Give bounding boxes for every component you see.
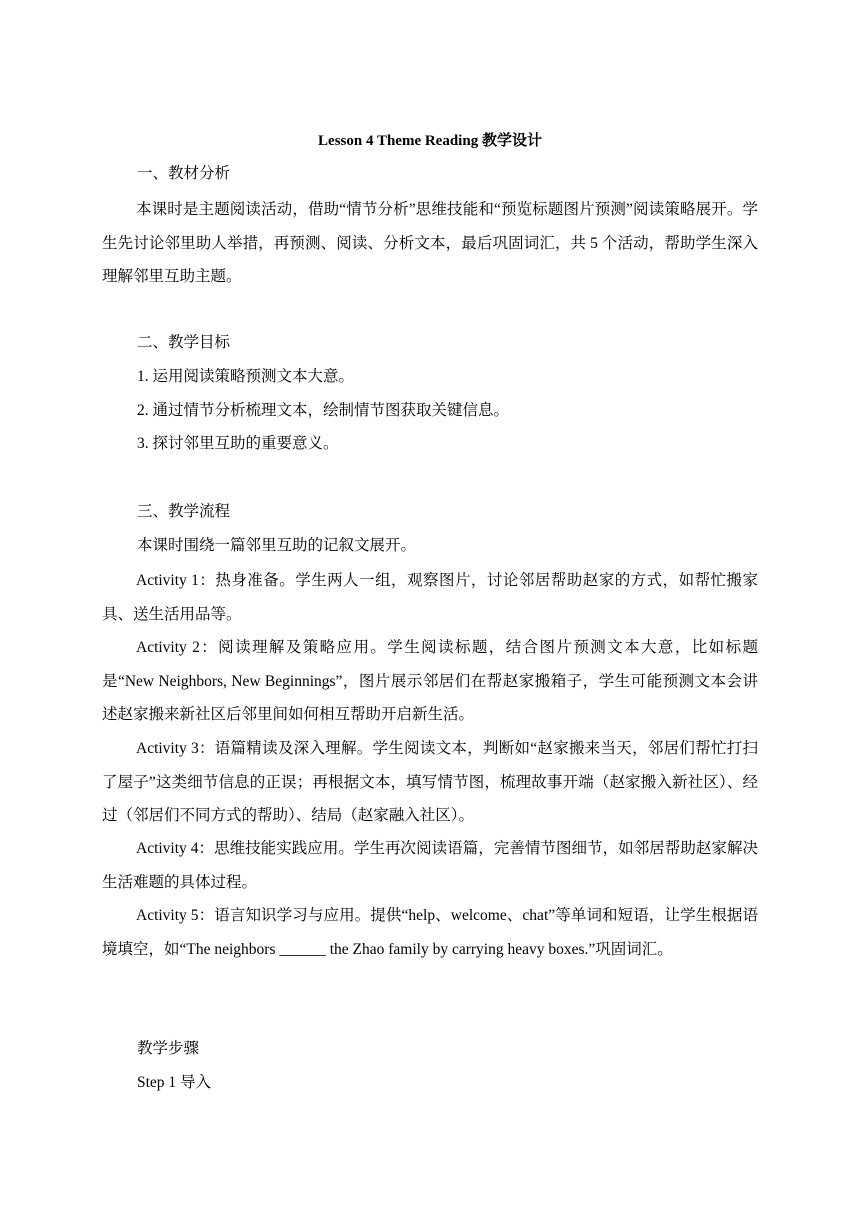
activity-3-paragraph: Activity 3：语篇精读及深入理解。学生阅读文本，判断如“赵家搬来当天，邻居们帮忙打扫了屋子”这类细节信息的正误；再根据文本，填写情节图，梳理故事开端（赵家搬入新社区）、经过（邻居们不同方式的帮助）、结局（赵家融入社区）。 <box>102 740 758 824</box>
goal-item-1: 1. 运用阅读策略预测文本大意。 <box>137 368 355 385</box>
goal-item-2: 2. 通过情节分析梳理文本，绘制情节图获取关键信息。 <box>137 402 510 419</box>
step-1-label: Step 1 导入 <box>137 1074 212 1091</box>
document-title: Lesson 4 Theme Reading 教学设计 <box>318 133 542 149</box>
goal-item-3: 3. 探讨邻里互助的重要意义。 <box>137 435 339 452</box>
section-heading-material-analysis: 一、教材分析 <box>137 165 231 182</box>
section-heading-teaching-process: 三、教学流程 <box>137 503 231 520</box>
process-intro: 本课时围绕一篇邻里互助的记叙文展开。 <box>137 537 417 554</box>
activity-5-paragraph: Activity 5：语言知识学习与应用。提供“help、welcome、chat”等单词和短语，让学生根据语境填空，如“The neighbors ______ the Zhao family by carrying heavy boxes.”巩固词汇。 <box>102 907 758 958</box>
activity-4-paragraph: Activity 4：思维技能实践应用。学生再次阅读语篇，完善情节图细节，如邻居帮助赵家解决生活难题的具体过程。 <box>102 840 758 891</box>
activity-1-paragraph: Activity 1：热身准备。学生两人一组，观察图片，讨论邻居帮助赵家的方式，如帮忙搬家具、送生活用品等。 <box>102 572 758 623</box>
activity-2-paragraph: Activity 2：阅读理解及策略应用。学生阅读标题，结合图片预测文本大意，比如标题是“New Neighbors, New Beginnings”，图片展示邻居们在帮赵家搬箱子，学生可能预测文本会讲述赵家搬来新社区后邻里间如何相互帮助开启新生活。 <box>102 639 758 723</box>
material-analysis-paragraph: 本课时是主题阅读活动，借助“情节分析”思维技能和“预览标题图片预测”阅读策略展开。学生先讨论邻里助人举措，再预测、阅读、分析文本，最后巩固词汇，共 5 个活动，帮助学生深入理解邻里互助主题。 <box>102 201 758 285</box>
teaching-steps-heading: 教学步骤 <box>137 1040 200 1057</box>
section-heading-teaching-goals: 二、教学目标 <box>137 334 231 351</box>
